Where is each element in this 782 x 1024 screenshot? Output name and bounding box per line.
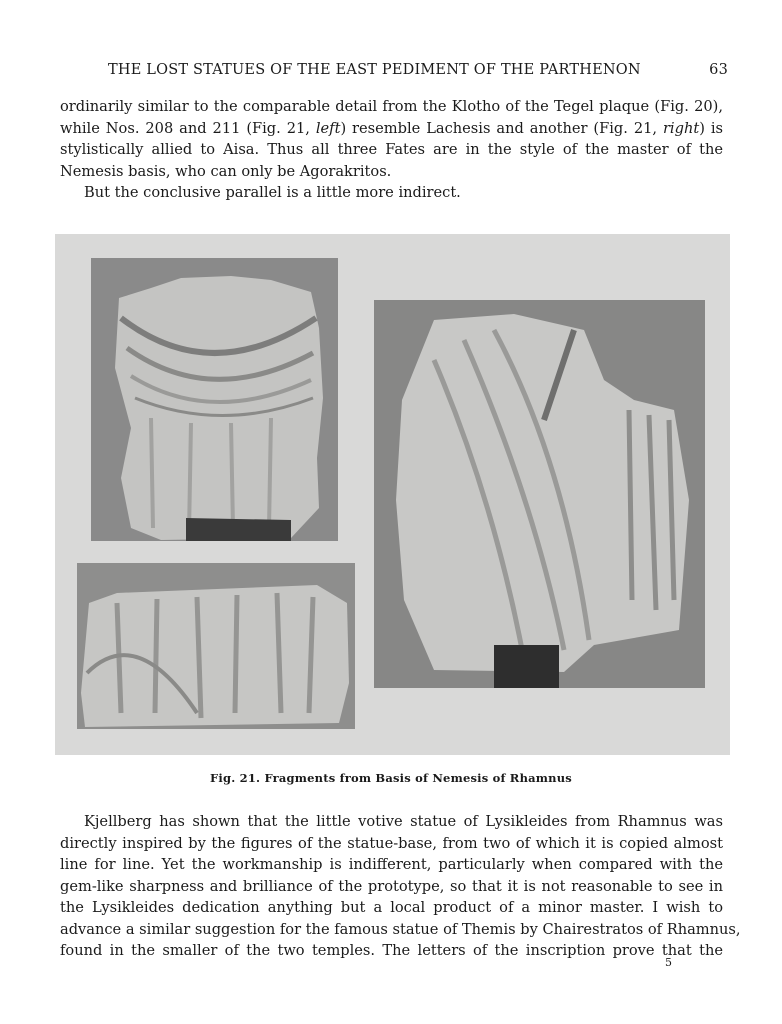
text-line: Kjellberg has shown that the little votive statue of Lysikleides from Rhamnus was (84, 813, 723, 830)
signature-mark: 5 (665, 956, 672, 969)
drapery-sculpture-image (77, 563, 355, 729)
text-run: ) resemble Lachesis and another (Fig. 21, (340, 119, 663, 137)
text-run: while Nos. 208 and 211 (Fig. 21, (60, 119, 316, 137)
photo-standing-drapery-fragment (374, 300, 705, 688)
text-line: stylistically allied to Aisa. Thus all three Fates are in the style of the master of the (60, 141, 723, 158)
figure-caption: Fig. 21. Fragments from Basis of Nemesis of Rhamnus (210, 771, 572, 785)
text-line: But the conclusive parallel is a little more indirect. (84, 184, 461, 201)
text-line: the Lysikleides dedication anything but a local product of a minor master. I wish to (60, 899, 723, 916)
text-line: line for line. Yet the workmanship is indifferent, particularly when compared with the (60, 856, 723, 873)
paragraph-2 (84, 182, 723, 204)
torso-sculpture-image (91, 258, 338, 541)
text-line: found in the smaller of the two temples. The letters of the inscription prove that the (60, 942, 723, 959)
running-title: THE LOST STATUES OF THE EAST PEDIMENT OF THE PARTHENON (108, 62, 641, 78)
text-line: ordinarily similar to the comparable detail from the Klotho of the Tegel plaque (Fig. 20), (60, 98, 723, 115)
text-line: advance a similar suggestion for the famous statue of Themis by Chairestratos of Rhamnus, (60, 920, 741, 938)
italic-run: right (662, 119, 700, 137)
standing-figure-image (374, 300, 705, 688)
photo-lower-drapery-fragment (77, 563, 355, 729)
text-line: Nemesis basis, who can only be Agorakritos. (60, 162, 392, 180)
figure-plate (55, 234, 730, 755)
photo-torso-fragment (91, 258, 338, 541)
paragraph-1 (60, 96, 723, 182)
text-run: ) is (699, 119, 723, 137)
running-header (108, 62, 728, 84)
text-line: gem-like sharpness and brilliance of the prototype, so that it is not reasonable to see in (60, 877, 723, 895)
paragraph-3 (60, 811, 741, 962)
italic-run: left (315, 119, 341, 137)
page-number: 63 (709, 62, 728, 78)
text-line: directly inspired by the figures of the statue-base, from two of which it is copied almost (60, 834, 723, 852)
text-line (60, 118, 723, 140)
